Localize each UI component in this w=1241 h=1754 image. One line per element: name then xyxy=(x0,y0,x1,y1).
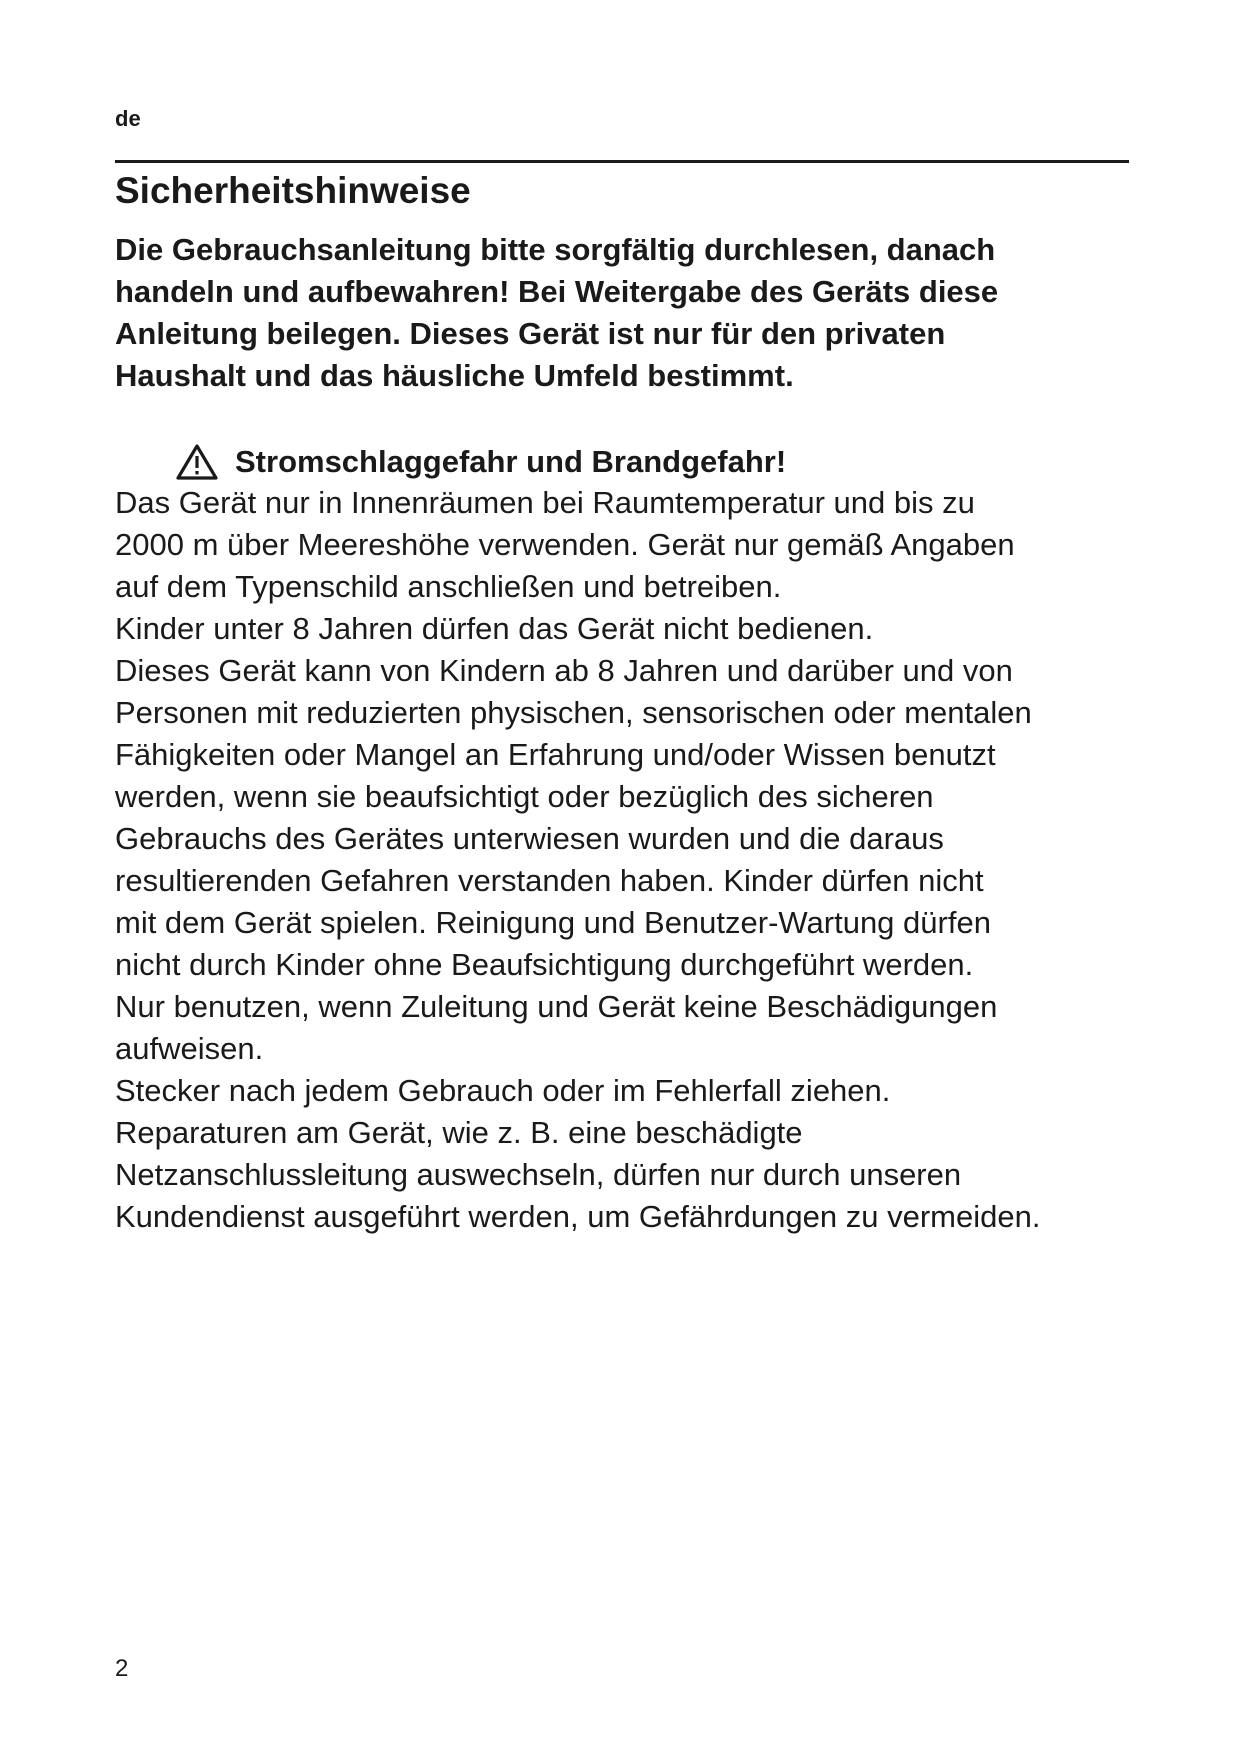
body-line: auf dem Typenschild anschließen und betreiben. xyxy=(115,569,782,604)
body-line: Personen mit reduzierten physischen, sensorischen oder mentalen xyxy=(115,695,1032,730)
body-line: Netzanschlussleitung auswechseln, dürfen nur durch unseren xyxy=(115,1157,962,1192)
body-line: Reparaturen am Gerät, wie z. B. eine beschädigte xyxy=(115,1115,803,1150)
body-line: Das Gerät nur in Innenräumen bei Raumtemperatur und bis zu xyxy=(115,485,975,520)
body-line: Fähigkeiten oder Mangel an Erfahrung und/oder Wissen benutzt xyxy=(115,737,996,772)
warning-title: Stromschlaggefahr und Brandgefahr! xyxy=(235,444,787,479)
language-tag: de xyxy=(115,106,141,131)
intro-line: Anleitung beilegen. Dieses Gerät ist nur für den privaten xyxy=(115,316,946,351)
intro-line: Die Gebrauchsanleitung bitte sorgfältig durchlesen, danach xyxy=(115,232,996,267)
body-line: Kinder unter 8 Jahren dürfen das Gerät nicht bedienen. xyxy=(115,611,874,646)
body-line: aufweisen. xyxy=(115,1031,264,1066)
body-line: Gebrauchs des Gerätes unterwiesen wurden und die daraus xyxy=(115,821,944,856)
body-line: Stecker nach jedem Gebrauch oder im Fehlerfall ziehen. xyxy=(115,1073,891,1108)
page-title: Sicherheitshinweise xyxy=(115,170,471,211)
body-line: 2000 m über Meereshöhe verwenden. Gerät nur gemäß Angaben xyxy=(115,527,1015,562)
intro-paragraph xyxy=(115,229,1125,397)
body-line: Nur benutzen, wenn Zuleitung und Gerät keine Beschädigungen xyxy=(115,989,998,1024)
body-line: werden, wenn sie beaufsichtigt oder bezüglich des sicheren xyxy=(115,779,934,814)
body-line: Dieses Gerät kann von Kindern ab 8 Jahren und darüber und von xyxy=(115,653,1013,688)
header-divider xyxy=(115,160,1129,163)
warning-heading xyxy=(175,440,786,484)
page-number: 2 xyxy=(115,1655,129,1682)
intro-line: Haushalt und das häusliche Umfeld bestimmt. xyxy=(115,358,794,393)
body-line: resultierenden Gefahren verstanden haben. Kinder dürfen nicht xyxy=(115,863,984,898)
warning-triangle-icon xyxy=(175,443,219,481)
body-line: Kundendienst ausgeführt werden, um Gefährdungen zu vermeiden. xyxy=(115,1199,1041,1234)
intro-line: handeln und aufbewahren! Bei Weitergabe des Geräts diese xyxy=(115,274,999,309)
body-line: mit dem Gerät spielen. Reinigung und Benutzer-Wartung dürfen xyxy=(115,905,991,940)
body-line: nicht durch Kinder ohne Beaufsichtigung durchgeführt werden. xyxy=(115,947,974,982)
warning-body xyxy=(115,482,1135,1238)
